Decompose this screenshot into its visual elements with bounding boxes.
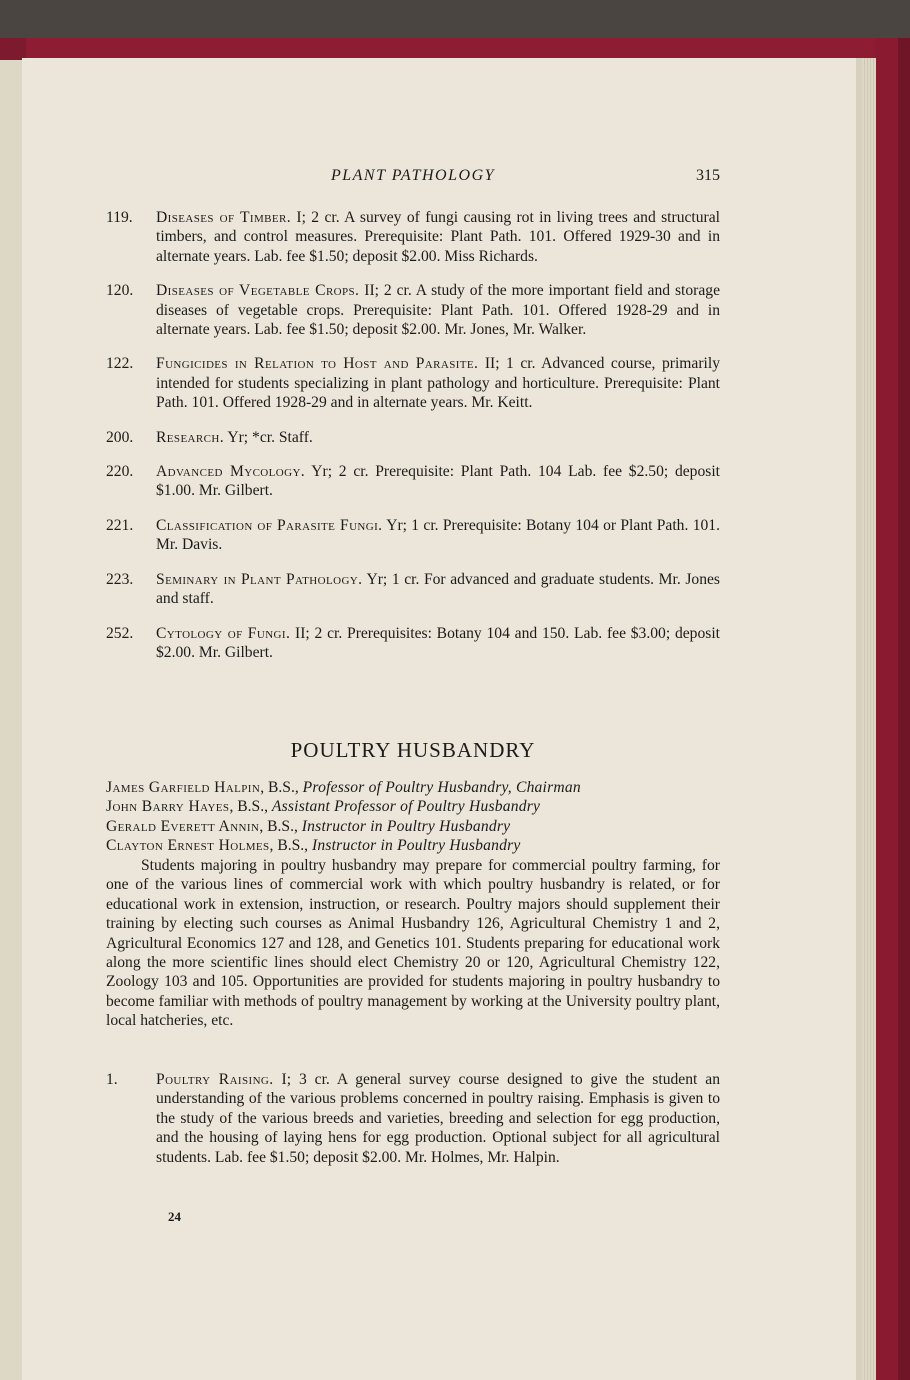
course-list-plant-pathology — [106, 208, 720, 677]
section-heading: POULTRY HUSBANDRY — [290, 738, 536, 762]
course-number: 223. — [106, 570, 134, 588]
course-description: I; 2 cr. A survey of fungi causing rot in living trees and structural timbers, and control measures. Prerequisite: Plant Path. 101. Offered 1929-30 and in alternate years. Lab. fee $1.50; deposit $2.00. Miss Richards. — [156, 209, 720, 265]
course-entry — [106, 354, 720, 412]
course-number: 1. — [106, 1071, 118, 1088]
course-title: Classification of Parasite Fungi. — [156, 516, 383, 534]
course-entry — [106, 516, 720, 555]
staff-degree: , B.S., — [260, 779, 303, 796]
course-description: II; 2 cr. A study of the more important field and storage diseases of vegetable crops. Prerequisite: Plant Path. 101. Offered 1928-29 and in alternate years. Lab. fee $1.50; deposit $2.00. Mr. Jones, Mr. Walker. — [156, 282, 720, 339]
course-entry — [106, 570, 720, 609]
course-entry — [106, 1070, 720, 1167]
staff-title: Instructor in Poultry Husbandry — [311, 837, 521, 855]
running-head — [106, 166, 720, 188]
staff-title: Instructor in Poultry Husbandry — [301, 817, 511, 835]
staff-name: John Barry Hayes — [106, 798, 230, 816]
facing-page-edge — [0, 60, 24, 1380]
course-number: 120. — [106, 282, 134, 300]
course-description: Yr; 2 cr. Prerequisite: Plant Path. 104 Lab. fee $2.50; deposit $1.00. Mr. Gilbert. — [156, 463, 720, 500]
course-list-poultry — [106, 1070, 720, 1182]
page-number: 315 — [696, 167, 720, 184]
staff-degree: , B.S., — [229, 798, 272, 816]
course-title: Diseases of Timber. — [156, 209, 292, 226]
course-number: 119. — [106, 209, 133, 226]
page — [22, 58, 862, 1380]
course-number: 252. — [106, 624, 134, 642]
staff-member — [106, 817, 720, 836]
staff-name: Gerald Everett Annin — [106, 817, 260, 835]
course-title: Research. — [156, 428, 225, 446]
staff-list — [106, 778, 720, 856]
course-entry — [106, 462, 720, 501]
staff-degree: , B.S., — [269, 837, 312, 855]
course-title: Diseases of Vegetable Crops. — [156, 282, 360, 300]
course-number: 200. — [106, 428, 134, 446]
course-description: I; 3 cr. A general survey course designed to give the student an understanding of the various problems concerned in poultry raising. Emphasis is given to the study of the various breeds and varieties, breeding and selection for egg production, and the housing of laying hens for egg production. Optional subject for all agricultural students. Lab. fee $1.50; deposit $2.00. Mr. Holmes, Mr. Halpin. — [156, 1071, 720, 1166]
signature-mark: 24 — [168, 1209, 181, 1224]
course-number: 122. — [106, 355, 134, 373]
staff-member — [106, 836, 720, 855]
course-number: 221. — [106, 516, 134, 534]
section-intro: Students majoring in poultry husbandry may prepare for commercial poultry farming, for one of the various lines of commercial work with which poultry husbandry is related, or for educational work in extension, instruction, or research. Poultry majors should supplement their training by electing such courses as Animal Husbandry 126, Agricultural Chemistry 1 and 2, Agricultural Economics 127 and 128, and Genetics 101. Students preparing for educational work along the more scientific lines should elect Chemistry 20 or 120, Agricultural Chemistry 122, Zoology 103 and 105. Opportunities are provided for students majoring in poultry husbandry to become familiar with methods of poultry management by working at the University poultry plant, local hatcheries, etc. — [106, 857, 720, 1030]
course-title: Advanced Mycology. — [156, 463, 306, 481]
course-entry — [106, 624, 720, 663]
course-entry — [106, 281, 720, 339]
course-number: 220. — [106, 463, 134, 481]
staff-title: Assistant Professor of Poultry Husbandry — [271, 798, 541, 816]
course-entry — [106, 208, 720, 266]
staff-name: Clayton Ernest Holmes — [106, 837, 270, 855]
course-title: Seminary in Plant Pathology. — [156, 570, 363, 588]
staff-member — [106, 797, 720, 816]
staff-member — [106, 778, 720, 797]
course-title: Poultry Raising. — [156, 1071, 274, 1088]
course-description: II; 2 cr. Prerequisites: Botany 104 and 150. Lab. fee $3.00; deposit $2.00. Mr. Gilbert. — [156, 624, 721, 661]
course-title: Cytology of Fungi. — [156, 624, 291, 642]
course-description: Yr; *cr. Staff. — [224, 428, 313, 446]
staff-name: James Garfield Halpin — [106, 779, 261, 796]
staff-degree: , B.S., — [259, 817, 302, 835]
course-entry — [106, 428, 720, 447]
book-cover-edge — [898, 38, 910, 1380]
course-description: II; 1 cr. Advanced course, primarily intended for students specializing in plant pathology and horticulture. Prerequisite: Plant Path. 101. Offered 1928-29 and in alternate years. Mr. Keitt. — [156, 355, 720, 412]
running-title: PLANT PATHOLOGY — [330, 167, 496, 184]
course-title: Fungicides in Relation to Host and Parasite. — [156, 355, 479, 373]
staff-title: Professor of Poultry Husbandry, Chairman — [302, 779, 581, 796]
course-description: Yr; 1 cr. Prerequisite: Botany 104 or Plant Path. 101. Mr. Davis. — [156, 516, 720, 554]
course-description: Yr; 1 cr. For advanced and graduate students. Mr. Jones and staff. — [156, 570, 720, 608]
